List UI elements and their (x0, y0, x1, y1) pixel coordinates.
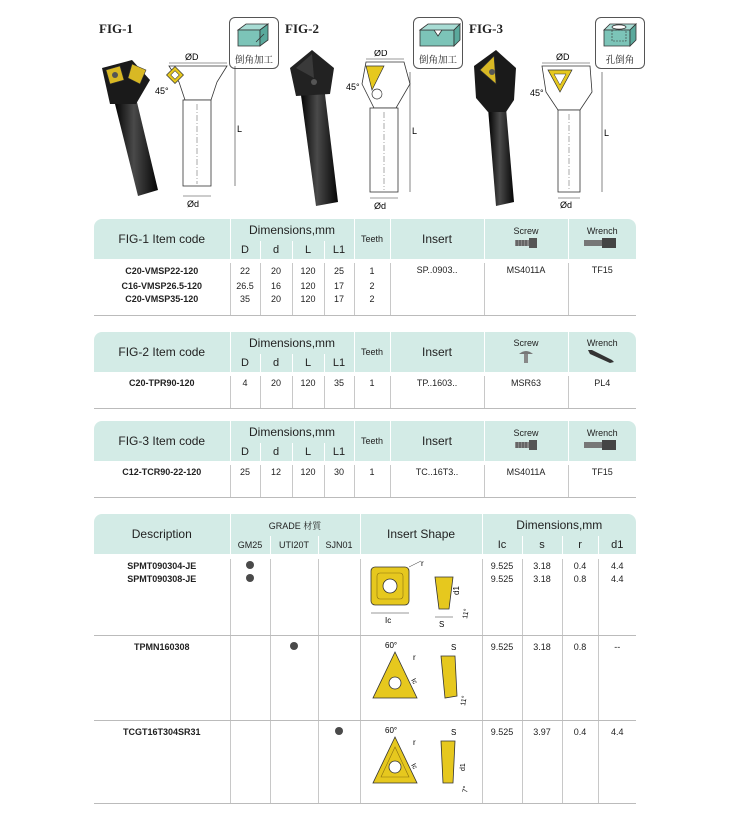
screw-value: MS4011A (484, 465, 568, 497)
d-value: 20 (260, 376, 292, 408)
L-value: 120 (292, 263, 324, 278)
r-value: 0.8 (562, 573, 598, 635)
table-row (94, 721, 636, 804)
d1-value: -- (598, 636, 636, 721)
screw-icon (511, 438, 541, 452)
insert-value: SP..0903.. (390, 263, 484, 315)
chamfer-block-icon (230, 18, 278, 52)
fig1-d-label: Ød (187, 199, 200, 209)
fig3-tool-drawing (528, 52, 613, 212)
triangle-insert-drawing-2 (361, 721, 483, 801)
d1-value: 4.4 (598, 573, 636, 635)
S-label: S (450, 728, 456, 737)
D-value: 26.5 (230, 278, 260, 293)
fig1-D-label: ØD (185, 52, 199, 62)
fig1-D-header: D (230, 241, 260, 259)
grade-dot (246, 561, 254, 569)
fig2-teeth-header: Teeth (354, 332, 390, 372)
wrench-value: PL4 (568, 376, 636, 408)
fig3-L-label: L (604, 128, 610, 138)
fig2-insert-header: Insert (390, 332, 484, 372)
fig1-teeth-header: Teeth (354, 219, 390, 259)
fig2-L-label: L (412, 126, 418, 136)
fig3-L1-header: L1 (324, 443, 354, 461)
fig2-dimensions-header: Dimensions,mm (230, 332, 354, 354)
triangle-insert-shape-2 (360, 721, 482, 804)
s-header: s (522, 536, 562, 554)
fig3-d-label: Ød (560, 200, 573, 210)
fig1-d-header: d (260, 241, 292, 259)
L1-value: 25 (324, 263, 354, 278)
insert-value: TC..16T3.. (390, 465, 484, 497)
fig3-item-table (94, 421, 636, 498)
fig1-badge-text: 倒角加工 (234, 55, 273, 66)
grade-sjn01: SJN01 (318, 536, 360, 554)
wrench-value: TF15 (568, 465, 636, 497)
item-code: C20-TPR90-120 (94, 376, 230, 408)
fig1-L-label: L (237, 124, 243, 134)
fig3-d-header: d (260, 443, 292, 461)
wrench-label: Wrench (586, 428, 618, 438)
fig3-tool-photo (468, 46, 528, 210)
teeth-value: 1 (354, 376, 390, 408)
d-value: 16 (260, 278, 292, 293)
screw-label: Screw (513, 338, 539, 348)
screw-label: Screw (513, 226, 539, 236)
fig3-insert-header: Insert (390, 421, 484, 461)
fig1-insert-header: Insert (390, 219, 484, 259)
insert-table (94, 514, 636, 804)
fig1-L1-header: L1 (324, 241, 354, 259)
screw-value: MSR63 (484, 376, 568, 408)
fig3-title-cell: FIG-3 Item code (94, 421, 230, 461)
grade-cell (318, 721, 360, 804)
L1-value: 30 (324, 465, 354, 497)
grade-cell (270, 636, 318, 721)
S-label: S (438, 620, 444, 629)
teeth-value: 2 (354, 293, 390, 315)
item-code: C20-VMSP22-120 (125, 265, 199, 276)
angle-60-label: 60° (384, 641, 397, 650)
d1-value: 4.4 (598, 559, 636, 573)
D-value: 35 (230, 293, 260, 315)
L-value: 120 (292, 465, 324, 497)
D-value: 4 (230, 376, 260, 408)
grade-uti20t: UTI20T (270, 536, 318, 554)
fig3-dimensions-header: Dimensions,mm (230, 421, 354, 443)
angle-60-label: 60° (384, 726, 397, 735)
Ic-value: 9.525 (482, 721, 522, 804)
s-value: 3.18 (522, 636, 562, 721)
fig3-badge-text: 孔倒角 (605, 55, 635, 66)
description-header: Description (94, 514, 230, 554)
r-header: r (562, 536, 598, 554)
fig2-D-label: ØD (374, 50, 388, 58)
fig2-badge-text: 倒角加工 (418, 55, 457, 66)
wrench-icon (582, 438, 622, 452)
L-value: 120 (292, 376, 324, 408)
fig2-d-header: d (260, 354, 292, 372)
L1-value: 17 (324, 293, 354, 315)
d1-value: 4.4 (598, 721, 636, 804)
angle-11-label: 11° (461, 608, 471, 620)
Ic-label: Ic (408, 677, 418, 686)
item-code: C16-VMSP26.5-120 (121, 280, 203, 291)
L-value: 120 (292, 278, 324, 293)
table-row (94, 636, 636, 721)
item-code: TPMN160308 (94, 636, 230, 721)
fig2-d-label: Ød (374, 201, 387, 211)
fig1-item-table (94, 219, 636, 316)
fig1-dimensions-header: Dimensions,mm (230, 219, 354, 241)
fig2-L1-header: L1 (324, 354, 354, 372)
vgroove-block-icon (414, 18, 462, 52)
item-code: C20-VMSP35-120 (94, 293, 230, 315)
fig3-teeth-header: Teeth (354, 421, 390, 461)
grade-dot (246, 574, 254, 582)
teeth-value: 1 (354, 465, 390, 497)
Ic-label: Ic (408, 762, 418, 771)
item-code: C12-TCR90-22-120 (94, 465, 230, 497)
fig1-tool-drawing (155, 52, 250, 212)
fig1-title-cell: FIG-1 Item code (94, 219, 230, 259)
fig1-angle-label: 45° (155, 86, 169, 96)
Ic-value: 9.525 (482, 559, 522, 573)
d-value: 20 (260, 293, 292, 315)
table-row (94, 465, 636, 497)
fig1-L-header: L (292, 241, 324, 259)
L1-value: 17 (324, 278, 354, 293)
grade-cell (230, 573, 270, 635)
square-insert-drawing (361, 559, 483, 633)
r-value: 0.8 (562, 636, 598, 721)
fig2-wrench-header (568, 332, 636, 372)
r-value: 0.4 (562, 721, 598, 804)
angle-7-label: 7° (461, 785, 470, 794)
insert-value: TP..1603.. (390, 376, 484, 408)
table-row (94, 263, 636, 278)
torx-screw-icon (516, 348, 536, 364)
r-label: r (420, 559, 424, 568)
fig2-L-header: L (292, 354, 324, 372)
wrench-icon (582, 236, 622, 250)
grade-header: GRADE 材質 (230, 514, 360, 536)
hole-block-icon (596, 18, 644, 52)
fig2-label: FIG-2 (285, 21, 319, 36)
fig3-angle-label: 45° (530, 88, 544, 98)
fig3-screw-header (484, 421, 568, 461)
screw-value: MS4011A (484, 263, 568, 315)
grade-dot (335, 727, 343, 735)
d1-header: d1 (598, 536, 636, 554)
fig3-D-label: ØD (556, 52, 570, 62)
fig2-tool-photo (286, 42, 348, 210)
angle-11-label: 11° (459, 695, 469, 707)
fig3-wrench-header (568, 421, 636, 461)
fig2-angle-label: 45° (346, 82, 360, 92)
fig2-item-table (94, 332, 636, 409)
d1-label: d1 (459, 763, 467, 771)
wrench-label: Wrench (586, 338, 618, 348)
fig2-D-header: D (230, 354, 260, 372)
Ic-value: 9.525 (482, 573, 522, 635)
fig1-label: FIG-1 (99, 21, 133, 36)
S-label: S (450, 643, 456, 652)
square-insert-shape (360, 559, 482, 636)
grade-cell (230, 559, 270, 573)
fig2-screw-header (484, 332, 568, 372)
triangle-insert-drawing (361, 636, 483, 718)
Ic-label: Ic (384, 616, 391, 625)
Ic-value: 9.525 (482, 636, 522, 721)
L1-value: 35 (324, 376, 354, 408)
fig1-screw-header (484, 219, 568, 259)
grade-dot (290, 642, 298, 650)
fig3-L-header: L (292, 443, 324, 461)
insert-dimensions-header: Dimensions,mm (482, 514, 636, 536)
wrench-value: TF15 (568, 263, 636, 315)
D-value: 22 (230, 263, 260, 278)
table-row (94, 559, 636, 573)
teeth-value: 1 (354, 263, 390, 278)
fig2-title-cell: FIG-2 Item code (94, 332, 230, 372)
s-value: 3.18 (522, 559, 562, 573)
screw-icon (511, 236, 541, 250)
d-value: 20 (260, 263, 292, 278)
D-value: 25 (230, 465, 260, 497)
fig3-D-header: D (230, 443, 260, 461)
L-value: 120 (292, 293, 324, 315)
fig3-label: FIG-3 (469, 21, 503, 36)
r-value: 0.4 (562, 559, 598, 573)
insert-shape-header: Insert Shape (360, 514, 482, 554)
hex-key-icon (584, 348, 620, 364)
item-code: SPMT090308-JE (94, 573, 230, 635)
grade-gm25: GM25 (230, 536, 270, 554)
Ic-header: Ic (482, 536, 522, 554)
d-value: 12 (260, 465, 292, 497)
wrench-label: Wrench (586, 226, 618, 236)
s-value: 3.18 (522, 573, 562, 635)
fig2-tool-drawing (344, 50, 424, 215)
item-code: TCGT16T304SR31 (94, 721, 230, 804)
s-value: 3.97 (522, 721, 562, 804)
r-label: r (412, 653, 416, 662)
r-label: r (412, 738, 416, 747)
triangle-insert-shape (360, 636, 482, 721)
fig1-wrench-header (568, 219, 636, 259)
screw-label: Screw (513, 428, 539, 438)
d1-label: d1 (451, 586, 461, 595)
item-code: SPMT090304-JE (127, 561, 197, 572)
teeth-value: 2 (354, 278, 390, 293)
table-row (94, 376, 636, 408)
